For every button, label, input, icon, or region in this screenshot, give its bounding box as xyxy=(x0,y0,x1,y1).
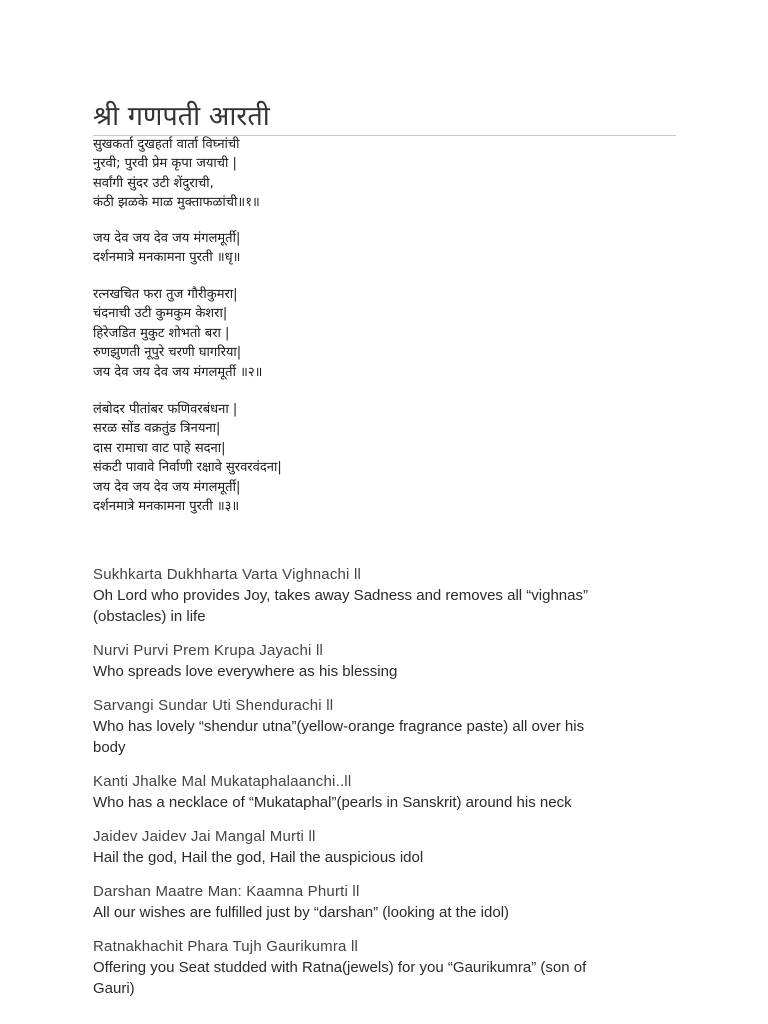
aarti-stanza-2 xyxy=(93,229,240,268)
stanza-line: लंबोदर पीतांबर फणिवरबंधना | xyxy=(93,402,238,417)
stanza-line: सुखकर्ता दुखहर्ता वार्ता विघ्नांची xyxy=(93,137,240,152)
transliteration: Jaidev Jaidev Jai Mangal Murti ll xyxy=(93,828,316,845)
stanza-line: दर्शनमात्रे मनकामना पुरती ॥धृ॥ xyxy=(93,250,241,266)
meaning-line: All our wishes are fulfilled just by “darshan” (looking at the idol) xyxy=(93,904,510,921)
page-title: श्री गणपती आरती xyxy=(93,101,270,132)
meaning-line: Hail the god, Hail the god, Hail the auspicious idol xyxy=(93,849,424,866)
translation-entry xyxy=(93,771,653,813)
aarti-stanza-1 xyxy=(93,135,260,213)
meaning-line: Who has lovely “shendur utna”(yellow-orange fragrance paste) all over his xyxy=(93,718,585,735)
meaning-line: Gauri) xyxy=(93,980,135,997)
translation-list xyxy=(93,564,653,1012)
transliteration: Ratnakhachit Phara Tujh Gaurikumra ll xyxy=(93,938,359,955)
transliteration: Sukhkarta Dukhharta Varta Vighnachi ll xyxy=(93,566,362,583)
meaning-line: Who has a necklace of “Mukataphal”(pearls in Sanskrit) around his neck xyxy=(93,794,572,811)
meaning-line: Offering you Seat studded with Ratna(jewels) for you “Gaurikumra” (son of xyxy=(93,959,587,976)
stanza-line: संकटी पावावे निर्वाणी रक्षावे सुरवरवंदना| xyxy=(93,460,282,476)
stanza-line: जय देव जय देव जय मंगलमूर्ती| xyxy=(93,479,241,495)
stanza-line: दास रामाचा वाट पाहे सदना| xyxy=(93,440,226,456)
stanza-line: नुरवी; पुरवी प्रेम कृपा जयाची | xyxy=(93,156,237,172)
aarti-stanza-3 xyxy=(93,285,262,382)
stanza-line: हिरेजडित मुकुट शोभतो बरा | xyxy=(93,325,230,341)
stanza-line: जय देव जय देव जय मंगलमूर्ती| xyxy=(93,231,241,246)
stanza-line: जय देव जय देव जय मंगलमूर्ती ॥२॥ xyxy=(93,364,263,380)
translation-entry xyxy=(93,826,653,868)
stanza-line: दर्शनमात्रे मनकामना पुरती ॥३॥ xyxy=(93,499,240,515)
translation-entry xyxy=(93,881,653,923)
meaning-line: body xyxy=(93,739,126,756)
meaning-line: (obstacles) in life xyxy=(93,608,206,625)
stanza-line: चंदनाची उटी कुमकुम केशरा| xyxy=(93,306,228,322)
transliteration: Darshan Maatre Man: Kaamna Phurti ll xyxy=(93,883,360,900)
stanza-line: कंठी झळके माळ मुक्ताफळांची॥१॥ xyxy=(93,195,260,211)
transliteration: Nurvi Purvi Prem Krupa Jayachi ll xyxy=(93,642,324,659)
translation-entry xyxy=(93,640,653,682)
translation-entry xyxy=(93,695,653,758)
stanza-line: सरळ सोंड वक्रतुंड त्रिनयना| xyxy=(93,421,221,437)
stanza-line: सर्वांगी सुंदर उटी शेंदुराची, xyxy=(93,175,214,191)
transliteration: Kanti Jhalke Mal Mukataphalaanchi..ll xyxy=(93,773,352,790)
aarti-stanza-4 xyxy=(93,400,282,516)
transliteration: Sarvangi Sundar Uti Shendurachi ll xyxy=(93,697,334,714)
translation-entry xyxy=(93,936,653,999)
meaning-line: Oh Lord who provides Joy, takes away Sadness and removes all “vighnas” xyxy=(93,587,588,604)
stanza-line: रत्नखचित फरा तुज गौरीकुमरा| xyxy=(93,287,238,302)
translation-entry xyxy=(93,564,653,627)
stanza-line: रुणझुणती नूपुरे चरणी घागरिया| xyxy=(93,345,242,361)
meaning-line: Who spreads love everywhere as his blessing xyxy=(93,663,398,680)
